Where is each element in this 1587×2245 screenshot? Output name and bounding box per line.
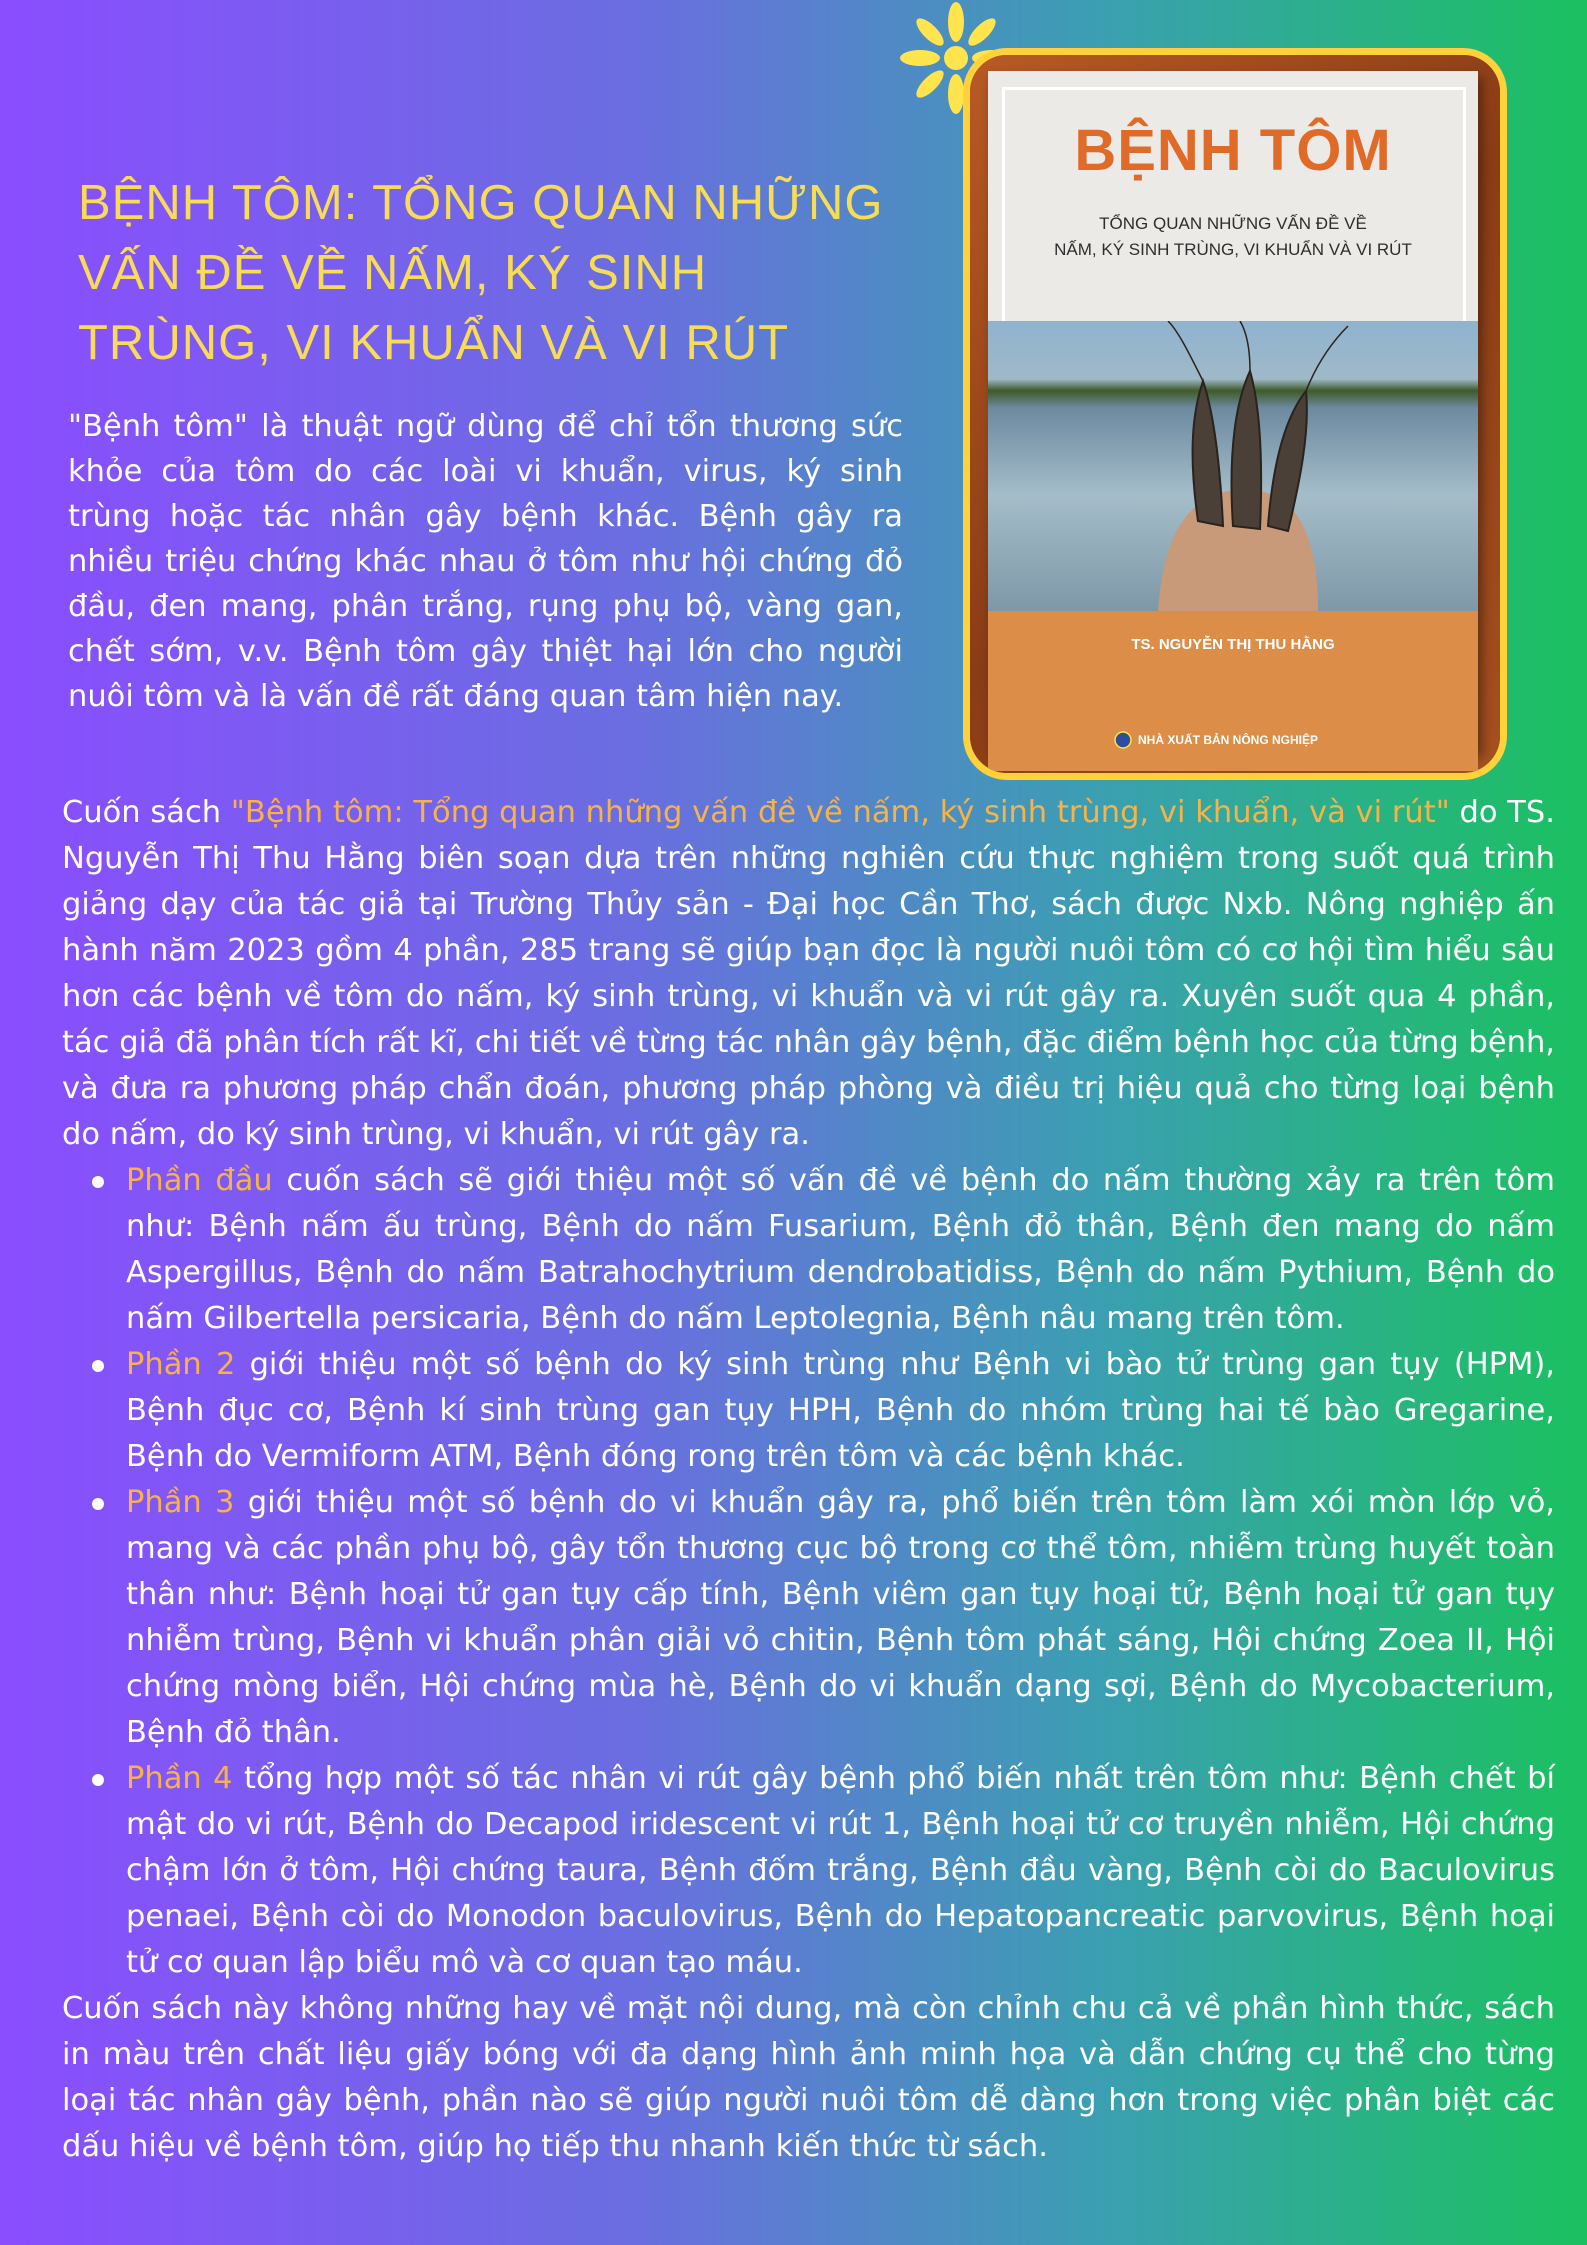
part-text: cuốn sách sẽ giới thiệu một số vấn đề về bệnh do nấm thường xảy ra trên tôm như: Bệnh nấm ấu trùng, Bệnh do nấm Fusarium, Bệnh đỏ thân, Bệnh đen mang do nấm Aspergillus, Bệnh do nấm Batrahochytrium dendrobatidiss, Bệnh do nấm Pythium, Bệnh do nấm Gilbertella persicaria, Bệnh do nấm Leptolegnia, Bệnh nâu mang trên tôm.	[126, 1163, 1556, 1336]
page-title: BỆNH TÔM: TỔNG QUAN NHỮNG VẤN ĐỀ VỀ NẤM, KÝ SINH TRÙNG, VI KHUẨN VÀ VI RÚT	[78, 176, 884, 370]
closing-paragraph: Cuốn sách này không những hay về mặt nội dung, mà còn chỉnh chu cả về phần hình thức, sách in màu trên chất liệu giấy bóng với đa dạng hình ảnh minh họa và dẫn chứng cụ thể cho từng loại tác nhân gây bệnh, phần nào sẽ giúp người nuôi tôm dễ dàng hơn trong việc phân biệt các dấu hiệu về bệnh tôm, giúp họ tiếp thu nhanh kiến thức từ sách.	[62, 1991, 1555, 2164]
book-cover-subtitle	[988, 211, 1478, 263]
list-item	[126, 1756, 1555, 1986]
book-publisher: NHÀ XUẤT BẢN NÔNG NGHIỆP	[1138, 733, 1319, 747]
parts-list	[62, 1158, 1555, 1986]
part-label: Phần đầu	[126, 1163, 273, 1198]
part-label: Phần 4	[126, 1761, 233, 1796]
book-author: TS. NGUYỄN THỊ THU HẰNG	[1131, 636, 1335, 653]
book-cover-band	[988, 611, 1478, 771]
description-lead: Cuốn sách	[62, 795, 231, 830]
shrimp-illustration	[988, 321, 1478, 611]
book-cover-title: BỆNH TÔM	[1074, 118, 1392, 183]
list-item	[126, 1480, 1555, 1756]
publisher-logo-icon	[1114, 731, 1132, 749]
book-subtitle-line-1: TỔNG QUAN NHỮNG VẤN ĐỀ VỀ	[1099, 214, 1367, 233]
list-item	[126, 1342, 1555, 1480]
book-cover	[988, 71, 1478, 751]
part-label: Phần 2	[126, 1347, 236, 1382]
part-text: giới thiệu một số bệnh do ký sinh trùng như Bệnh vi bào tử trùng gan tụy (HPM), Bệnh đục cơ, Bệnh kí sinh trùng gan tụy HPH, Bệnh do nhóm trùng hai tế bào Gregarine, Bệnh do Vermiform ATM, Bệnh đóng rong trên tôm và các bệnh khác.	[126, 1347, 1556, 1474]
intro-paragraph: "Bệnh tôm" là thuật ngữ dùng để chỉ tổn thương sức khỏe của tôm do các loài vi khuẩn, virus, ký sinh trùng hoặc tác nhân gây bệnh khác. Bệnh gây ra nhiều triệu chứng khác nhau ở tôm như hội chứng đỏ đầu, đen mang, phân trắng, rụng phụ bộ, vàng gan, chết sớm, v.v. Bệnh tôm gây thiệt hại lớn cho người nuôi tôm và là vấn đề rất đáng quan tâm hiện nay.	[68, 409, 903, 714]
bullet-icon	[92, 1498, 104, 1510]
part-text: giới thiệu một số bệnh do vi khuẩn gây ra, phổ biến trên tôm làm xói mòn lớp vỏ, mang và các phần phụ bộ, gây tổn thương cục bộ trong cơ thể tôm, nhiễm trùng huyết toàn thân như: Bệnh hoại tử gan tụy cấp tính, Bệnh viêm gan tụy hoại tử, Bệnh hoại tử gan tụy nhiễm trùng, Bệnh vi khuẩn phân giải vỏ chitin, Bệnh tôm phát sáng, Hội chứng Zoea II, Hội chứng mòng biển, Hội chứng mùa hè, Bệnh do vi khuẩn dạng sợi, Bệnh do Mycobacterium, Bệnh đỏ thân.	[126, 1485, 1556, 1750]
description-rest: do TS. Nguyễn Thị Thu Hằng biên soạn dựa trên những nghiên cứu thực nghiệm trong suốt quá trình giảng dạy của tác giả tại Trường Thủy sản - Đại học Cần Thơ, sách được Nxb. Nông nghiệp ấn hành năm 2023 gồm 4 phần, 285 trang sẽ giúp bạn đọc là người nuôi tôm có cơ hội tìm hiểu sâu hơn các bệnh về tôm do nấm, ký sinh trùng, vi khuẩn và vi rút gây ra. Xuyên suốt qua 4 phần, tác giả đã phân tích rất kĩ, chi tiết về từng tác nhân gây bệnh, đặc điểm bệnh học của từng bệnh, và đưa ra phương pháp chẩn đoán, phương pháp phòng và điều trị hiệu quả cho từng loại bệnh do nấm, do ký sinh trùng, vi khuẩn, vi rút gây ra.	[62, 795, 1555, 1152]
book-cover-photo	[988, 321, 1478, 611]
book-subtitle-line-2: NẤM, KÝ SINH TRÙNG, VI KHUẨN VÀ VI RÚT	[1054, 240, 1412, 259]
book-description	[62, 790, 1555, 1158]
list-item	[126, 1158, 1555, 1342]
bullet-icon	[92, 1176, 104, 1188]
bullet-icon	[92, 1774, 104, 1786]
book-photo-frame	[963, 48, 1507, 780]
part-text: tổng hợp một số tác nhân vi rút gây bệnh phổ biến nhất trên tôm như: Bệnh chết bí mật do vi rút, Bệnh do Decapod iridescent vi rút 1, Bệnh hoại tử cơ truyền nhiễm, Hội chứng chậm lớn ở tôm, Hội chứng taura, Bệnh đốm trắng, Bệnh đầu vàng, Bệnh còi do Baculovirus penaei, Bệnh còi do Monodon baculovirus, Bệnh do Hepatopancreatic parvovirus, Bệnh hoại tử cơ quan lập biểu mô và cơ quan tạo máu.	[126, 1761, 1555, 1980]
book-name-highlight: "Bệnh tôm: Tổng quan những vấn đề về nấm, ký sinh trùng, vi khuẩn, và vi rút"	[230, 795, 1450, 830]
bullet-icon	[92, 1360, 104, 1372]
main-content	[62, 790, 1555, 2170]
part-label: Phần 3	[126, 1485, 235, 1520]
